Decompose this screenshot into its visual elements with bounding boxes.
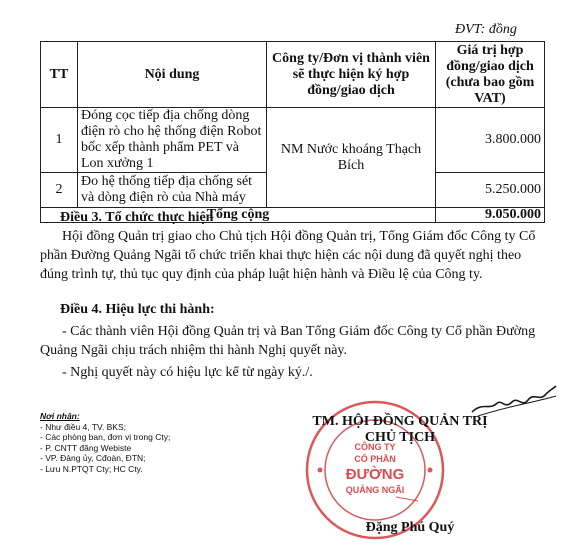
article-3-title: Điều 3. Tổ chức thực hiện	[60, 210, 214, 225]
header-value: Giá trị hợp đồng/giao dịch (chưa bao gồm VAT)	[436, 42, 545, 108]
article-4-line2: - Nghị quyết này có hiệu lực kể từ ngày ký./.	[62, 365, 313, 380]
table-row	[41, 108, 545, 173]
table-header-row	[41, 42, 545, 108]
header-tt: TT	[41, 42, 78, 108]
stamp-line4: QUẢNG NGÃI	[345, 485, 405, 495]
total-label: Tổng cộng	[41, 208, 436, 223]
stamp-line3: ĐƯỜNG	[345, 466, 405, 483]
recipient-item: - Như điều 4, TV. BKS;	[40, 421, 127, 432]
recipients	[40, 411, 170, 475]
article-3	[40, 208, 545, 284]
recipient-item: - P. CNTT đăng Webiste	[40, 442, 132, 453]
total-value: 9.050.000	[436, 208, 545, 223]
contract-table	[40, 41, 545, 223]
signature-name: Đặng Phú Quý	[365, 520, 455, 535]
row-content: Đo hệ thống tiếp địa chống sét và dòng điện rò của Nhà máy	[78, 173, 267, 208]
recipients-heading: Nơi nhận:	[40, 411, 80, 421]
row-value: 5.250.000	[436, 173, 545, 208]
header-content: Nội dung	[78, 42, 267, 108]
recipient-item: - VP. Đảng ủy, Cđoàn, ĐTN;	[40, 453, 146, 464]
unit-label: ĐVT: đồng	[455, 22, 517, 37]
company-cell: NM Nước khoáng Thạch Bích	[267, 108, 436, 208]
row-number: 2	[41, 173, 78, 208]
signature-mark-icon	[468, 382, 558, 422]
recipient-item: - Các phòng ban, đơn vị trong Cty;	[40, 432, 171, 443]
row-number: 1	[41, 108, 78, 173]
article-4-title: Điều 4. Hiệu lực thi hành:	[60, 302, 215, 317]
article-4	[40, 300, 545, 382]
row-content: Đóng cọc tiếp địa chống dòng điện rò cho hệ thống điện Robot bốc xếp thành phẩm PET và Lon xưởng 1	[78, 108, 267, 173]
article-3-body: Hội đồng Quản trị giao cho Chủ tịch Hội đồng Quản trị, Tổng Giám đốc Công ty Cổ phần Đường Quảng Ngãi tổ chức triển khai thực hiện các nội dung đã quyết nghị theo đúng trình tự, thủ tục quy định của pháp luật hiện hành và Điều lệ của Công ty.	[40, 229, 536, 282]
signature-role: CHỦ TỊCH	[364, 430, 436, 445]
stamp-line2: CỔ PHẦN	[354, 454, 396, 464]
recipient-item: - Lưu N.PTQT Cty; HC Cty.	[40, 463, 143, 474]
article-4-line1: - Các thành viên Hội đồng Quản trị và Ban Tổng Giám đốc Công ty Cổ phần Đường Quảng Ngãi chịu trách nhiệm thi hành Nghị quyết này.	[40, 324, 536, 358]
signature-org: TM. HỘI ĐỒNG QUẢN TRỊ	[312, 414, 488, 429]
row-value: 3.800.000	[436, 108, 545, 173]
stamp-line1: CÔNG TY	[354, 442, 396, 452]
header-company: Công ty/Đơn vị thành viên sẽ thực hiện ký hợp đồng/giao dịch	[267, 42, 436, 108]
